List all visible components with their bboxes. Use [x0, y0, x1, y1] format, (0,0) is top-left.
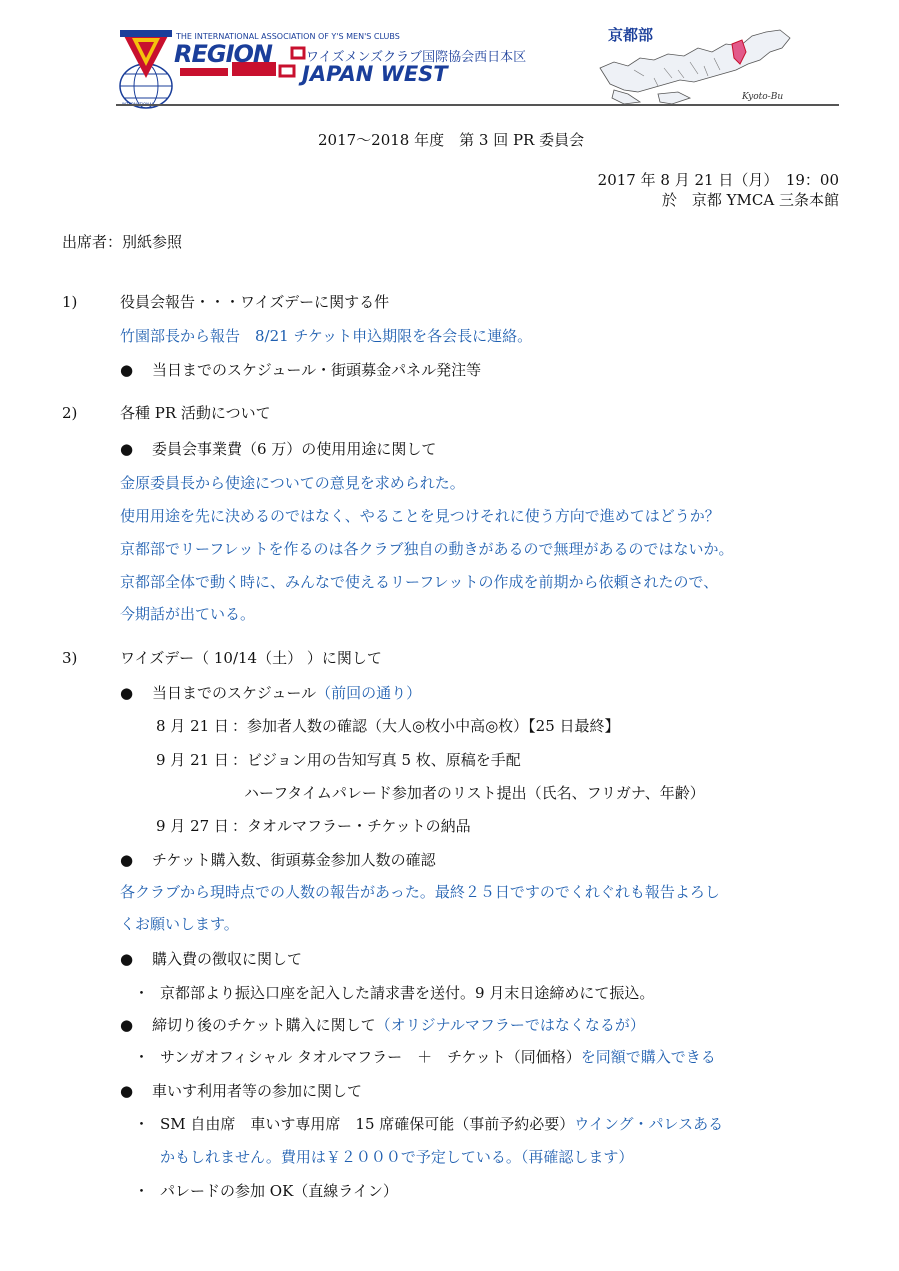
region-logo: [116, 26, 527, 114]
page-title: 2017～2018 年度 第 3 回 PR 委員会: [318, 131, 585, 149]
bullet-icon: ●: [120, 1016, 134, 1034]
dot-icon: ・: [134, 1115, 150, 1133]
parade-detail: パレードの参加 OK（直線ライン）: [160, 1182, 398, 1200]
section-1-note: 竹園部長から報告 8/21 チケット申込期限を各会長に連絡。: [120, 327, 533, 345]
schedule-date: 8 月 21 日: [156, 717, 229, 735]
schedule-text: ：参加者人数の確認（大人◎枚小中高◎枚）【25 日最終】: [232, 717, 620, 735]
late-ticket-bullet: [152, 1015, 645, 1035]
schedule-bullet: [152, 683, 421, 703]
late-ticket-label: 締切り後のチケット購入に関して: [152, 1016, 376, 1034]
dot-icon: ・: [134, 1048, 150, 1066]
bullet-icon: ●: [120, 950, 134, 968]
section-2-note: 今期話が出ている。: [120, 605, 256, 623]
attendees: 出席者：別紙参照: [62, 233, 183, 251]
schedule-date: 9 月 21 日: [156, 751, 229, 769]
section-2-note: 京都部全体で動く時に、みんなで使えるリーフレットの作成を前期から依頼されたので、: [120, 573, 719, 591]
late-ticket-detail-note: を同額で購入できる: [580, 1048, 716, 1066]
meeting-venue: 於 京都 YMCA 三条本館: [661, 191, 839, 209]
section-1-bullet: 当日までのスケジュール・街頭募金パネル発注等: [152, 361, 482, 379]
ticket-count-bullet: チケット購入数、街頭募金参加人数の確認: [152, 851, 436, 869]
bullet-icon: ●: [120, 440, 134, 458]
section-2-bullet: 委員会事業費（6 万）の使用用途に関して: [152, 440, 437, 458]
wheelchair-detail: [160, 1114, 723, 1134]
section-3-heading: ワイズデー（ 10/14（土） ）に関して: [120, 649, 382, 667]
wheelchair-bullet: 車いす利用者等の参加に関して: [152, 1082, 363, 1100]
payment-bullet: 購入費の徴収に関して: [152, 950, 303, 968]
wheelchair-detail-text: SM 自由席 車いす専用席 15 席確保可能（事前予約必要）: [160, 1115, 575, 1133]
dot-icon: ・: [134, 1182, 150, 1200]
wheelchair-detail-cont: かもしれません。費用は￥２０００で予定している。（再確認します）: [160, 1148, 634, 1166]
bullet-icon: ●: [120, 1082, 134, 1100]
district-label: 京都部: [608, 26, 654, 44]
kyoto-district-map: [594, 18, 808, 108]
section-1-number: 1): [62, 293, 78, 311]
schedule-text: ハーフタイムパレード参加者のリスト提出（氏名、フリガナ、年齢）: [244, 784, 705, 802]
region-text: REGION: [174, 40, 272, 68]
header-divider: [116, 104, 839, 106]
payment-detail: 京都部より振込口座を記入した請求書を送付。9 月末日途締めにて振込。: [160, 984, 655, 1002]
org-jp-text: ワイズメンズクラブ国際協会西日本区: [306, 50, 527, 65]
district-script: Kyoto-Bu: [742, 92, 784, 102]
meeting-date: 2017 年 8 月 21 日（月） 19：00: [597, 171, 839, 189]
bullet-icon: ●: [120, 684, 134, 702]
schedule-text: ：ビジョン用の告知写真 5 枚、原稿を手配: [232, 751, 521, 769]
dot-icon: ・: [134, 984, 150, 1002]
section-2-note: 使用用途を先に決めるのではなく、やることを見つけそれに使う方向で進めてはどうか？: [120, 507, 720, 525]
ticket-count-note: くお願いします。: [120, 915, 239, 933]
wheelchair-detail-note: ウイング・パレスある: [574, 1115, 724, 1133]
schedule-date: 9 月 27 日: [156, 817, 229, 835]
bullet-icon: ●: [120, 851, 134, 869]
section-2-note: 金原委員長から使途についての意見を求められた。: [120, 474, 465, 492]
org-top-text: THE INTERNATIONAL ASSOCIATION OF Y'S MEN'S CLUBS: [176, 32, 400, 41]
bullet-icon: ●: [120, 361, 134, 379]
late-ticket-detail-text: サンガオフィシャル タオルマフラー ＋ チケット（同価格）: [160, 1048, 581, 1066]
section-1-heading: 役員会報告・・・ワイズデーに関する件: [120, 293, 390, 311]
schedule-bullet-label: 当日までのスケジュール: [152, 684, 317, 702]
section-2-number: 2): [62, 404, 78, 422]
section-2-note: 京都部でリーフレットを作るのは各クラブ独自の動きがあるので無理があるのではないか。: [120, 540, 734, 558]
section-2-heading: 各種 PR 活動について: [120, 404, 271, 422]
late-ticket-detail: [160, 1047, 716, 1067]
schedule-text: ：タオルマフラー・チケットの納品: [232, 817, 471, 835]
ticket-count-note: 各クラブから現時点での人数の報告があった。最終２５日ですのでくれぐれも報告よろし: [120, 883, 720, 901]
japan-west-text: JAPAN WEST: [302, 62, 448, 86]
section-3-number: 3): [62, 649, 78, 667]
late-ticket-note: （オリジナルマフラーではなくなるが）: [375, 1016, 645, 1034]
schedule-bullet-note: （前回の通り）: [316, 684, 422, 702]
